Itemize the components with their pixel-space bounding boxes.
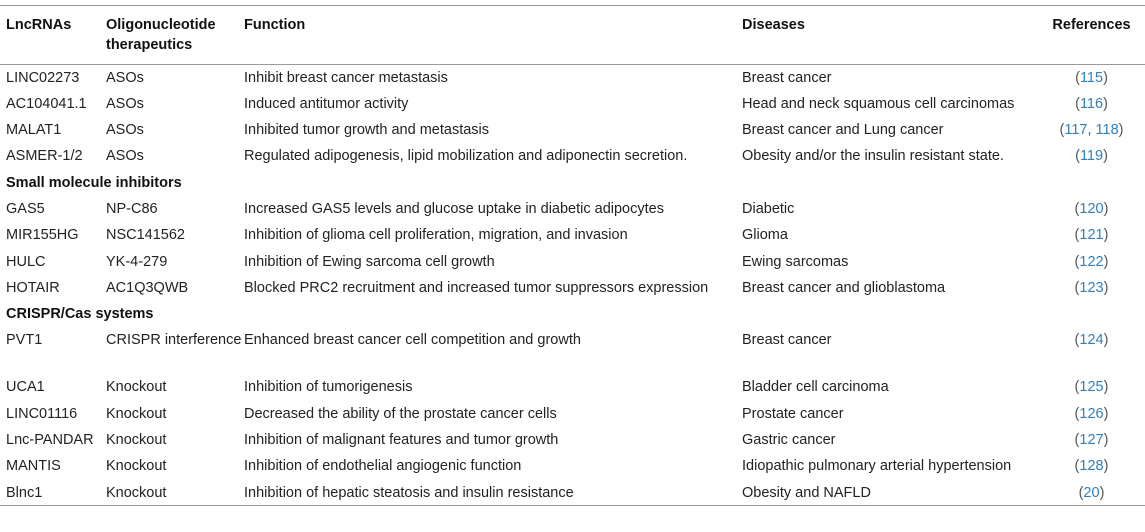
references-cell: (123) xyxy=(1074,279,1109,296)
table-row xyxy=(0,222,1145,248)
lncrna-cell: MANTIS xyxy=(6,458,61,475)
references-cell: (20) xyxy=(1078,484,1105,501)
reference-link[interactable]: 123 xyxy=(1079,279,1104,296)
reference-link[interactable]: 20 xyxy=(1083,484,1100,501)
reference-link[interactable]: 124 xyxy=(1079,332,1104,349)
lncrna-cell: AC104041.1 xyxy=(6,95,87,112)
table-row xyxy=(0,65,1145,91)
header-function: Function xyxy=(244,17,306,33)
table-row xyxy=(0,143,1145,169)
header-oligonucleotide-therapeutics: Oligonucleotide therapeutics xyxy=(106,17,216,53)
disease-cell: Ewing sarcomas xyxy=(742,253,849,270)
disease-cell: Breast cancer xyxy=(742,332,832,349)
lncrna-cell: LINC01116 xyxy=(6,405,78,422)
therapeutic-cell: CRISPR interference xyxy=(106,332,242,349)
references-cell: (115) xyxy=(1075,70,1108,86)
therapeutic-cell: Knockout xyxy=(106,484,167,501)
function-cell: Regulated adipogenesis, lipid mobilization and adiponectin secretion. xyxy=(244,148,688,165)
lncrna-cell: ASMER-1/2 xyxy=(6,148,83,165)
table-row xyxy=(0,117,1145,143)
table-row xyxy=(0,91,1145,117)
disease-cell: Glioma xyxy=(742,227,788,244)
disease-cell: Breast cancer and glioblastoma xyxy=(742,279,946,296)
references-cell: (126) xyxy=(1074,405,1109,422)
therapeutic-cell: ASOs xyxy=(106,122,144,139)
therapeutic-cell: NSC141562 xyxy=(106,227,185,244)
header-row xyxy=(0,6,1145,65)
section-row xyxy=(0,170,1145,196)
references-cell: (120) xyxy=(1074,200,1109,217)
therapeutic-cell: ASOs xyxy=(106,70,144,86)
function-cell: Inhibition of hepatic steatosis and insulin resistance xyxy=(244,484,574,501)
lncrna-cell: GAS5 xyxy=(6,200,45,217)
function-cell: Inhibited tumor growth and metastasis xyxy=(244,122,490,139)
disease-cell: Idiopathic pulmonary arterial hypertension xyxy=(742,458,1012,475)
table-row xyxy=(0,401,1145,427)
references-cell: (128) xyxy=(1074,458,1109,475)
table-row xyxy=(0,327,1145,374)
reference-link[interactable]: 117 xyxy=(1064,122,1088,139)
references-cell: (125) xyxy=(1074,379,1109,396)
references-cell: (121) xyxy=(1074,227,1109,244)
reference-link[interactable]: 122 xyxy=(1079,253,1104,270)
disease-cell: Bladder cell carcinoma xyxy=(742,379,889,396)
therapeutic-cell: AC1Q3QWB xyxy=(106,279,189,296)
disease-cell: Breast cancer and Lung cancer xyxy=(742,122,944,139)
references-cell: (127) xyxy=(1074,432,1109,449)
section-label: Small molecule inhibitors xyxy=(6,174,182,191)
function-cell: Enhanced breast cancer cell competition and growth xyxy=(244,332,581,349)
function-cell: Inhibit breast cancer metastasis xyxy=(244,70,448,86)
references-cell: (119) xyxy=(1075,148,1108,165)
reference-link[interactable]: 121 xyxy=(1079,227,1104,244)
table-row xyxy=(0,427,1145,453)
references-cell: (117, 118) xyxy=(1059,122,1124,139)
function-cell: Blocked PRC2 recruitment and increased tumor suppressors expression xyxy=(244,279,709,296)
reference-link[interactable]: 118 xyxy=(1095,122,1119,139)
references-cell: (122) xyxy=(1074,253,1109,270)
header-references: References xyxy=(1052,17,1131,33)
lncrna-cell: LINC02273 xyxy=(6,70,80,86)
therapeutic-cell: Knockout xyxy=(106,458,167,475)
function-cell: Inhibition of endothelial angiogenic function xyxy=(244,458,522,475)
header-diseases: Diseases xyxy=(742,17,805,33)
therapeutic-cell: NP-C86 xyxy=(106,200,158,217)
section-row xyxy=(0,301,1145,327)
table-row xyxy=(0,275,1145,301)
lncrna-cell: Blnc1 xyxy=(6,484,43,501)
reference-link[interactable]: 120 xyxy=(1079,200,1104,217)
reference-link[interactable]: 115 xyxy=(1079,70,1104,86)
reference-link[interactable]: 119 xyxy=(1079,148,1104,165)
disease-cell: Obesity and/or the insulin resistant state. xyxy=(742,148,1004,165)
therapeutic-cell: Knockout xyxy=(106,379,167,396)
function-cell: Inhibition of malignant features and tumor growth xyxy=(244,432,559,449)
lncrna-therapeutics-table xyxy=(0,5,1145,506)
reference-link[interactable]: 127 xyxy=(1079,432,1104,449)
table-row xyxy=(0,480,1145,506)
lncrna-cell: UCA1 xyxy=(6,379,45,396)
therapeutic-cell: ASOs xyxy=(106,148,144,165)
table-row xyxy=(0,453,1145,479)
table-body xyxy=(0,65,1145,506)
references-cell: (124) xyxy=(1074,332,1109,349)
disease-cell: Diabetic xyxy=(742,200,795,217)
lncrna-cell: MIR155HG xyxy=(6,227,79,244)
reference-link[interactable]: 116 xyxy=(1079,95,1104,112)
table-row xyxy=(0,196,1145,222)
function-cell: Increased GAS5 levels and glucose uptake in diabetic adipocytes xyxy=(244,200,664,217)
reference-link[interactable]: 128 xyxy=(1079,458,1104,475)
lncrna-cell: Lnc-PANDAR xyxy=(6,432,94,449)
therapeutic-cell: Knockout xyxy=(106,405,167,422)
therapeutic-cell: Knockout xyxy=(106,432,167,449)
lncrna-cell: HULC xyxy=(6,253,46,270)
reference-link[interactable]: 125 xyxy=(1079,379,1104,396)
disease-cell: Breast cancer xyxy=(742,70,832,86)
table-row xyxy=(0,374,1145,400)
table-row xyxy=(0,249,1145,275)
disease-cell: Gastric cancer xyxy=(742,432,836,449)
reference-link[interactable]: 126 xyxy=(1079,405,1104,422)
disease-cell: Obesity and NAFLD xyxy=(742,484,871,501)
disease-cell: Head and neck squamous cell carcinomas xyxy=(742,95,1015,112)
header-lncrnas: LncRNAs xyxy=(6,17,72,33)
disease-cell: Prostate cancer xyxy=(742,405,844,422)
function-cell: Inhibition of glioma cell proliferation, migration, and invasion xyxy=(244,227,628,244)
lncrna-cell: MALAT1 xyxy=(6,122,62,139)
section-label: CRISPR/Cas systems xyxy=(6,306,154,323)
lncrna-cell: PVT1 xyxy=(6,332,43,349)
references-cell: (116) xyxy=(1075,95,1108,112)
function-cell: Inhibition of tumorigenesis xyxy=(244,379,413,396)
function-cell: Inhibition of Ewing sarcoma cell growth xyxy=(244,253,495,270)
therapeutic-cell: ASOs xyxy=(106,95,144,112)
therapeutic-cell: YK-4-279 xyxy=(106,253,168,270)
function-cell: Induced antitumor activity xyxy=(244,95,409,112)
lncrna-cell: HOTAIR xyxy=(6,279,60,296)
function-cell: Decreased the ability of the prostate cancer cells xyxy=(244,405,557,422)
